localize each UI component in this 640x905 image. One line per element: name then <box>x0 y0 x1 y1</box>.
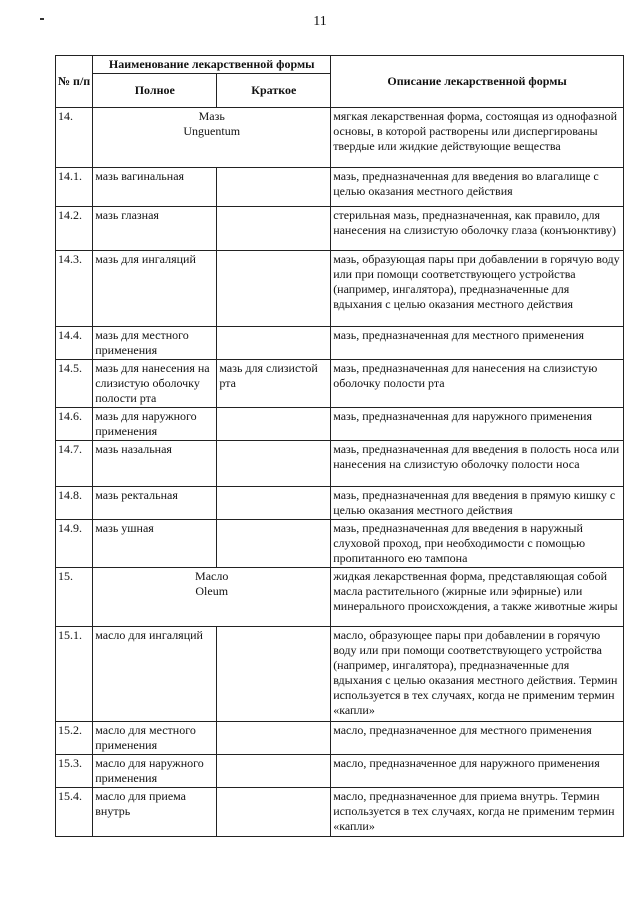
dosage-forms-table <box>55 55 624 837</box>
description: мазь, предназначенная для введения в прямую кишку с целью оказания местного действия <box>331 487 624 520</box>
description: мазь, предназначенная для местного применения <box>331 327 624 360</box>
row-number: 15.3. <box>56 755 93 788</box>
table-row <box>56 568 624 627</box>
group-name-ru: Мазь <box>198 109 225 123</box>
row-number: 14.8. <box>56 487 93 520</box>
row-number: 14.5. <box>56 360 93 408</box>
short-name <box>217 788 331 837</box>
short-name <box>217 487 331 520</box>
table-row <box>56 360 624 408</box>
table-row <box>56 108 624 168</box>
row-number: 14.6. <box>56 408 93 441</box>
description: жидкая лекарственная форма, представляющая собой масла растительного (жирные или эфирные) или минерального происхождения, а также животные жиры <box>331 568 624 627</box>
row-number: 14.1. <box>56 168 93 207</box>
row-number: 15. <box>56 568 93 627</box>
group-name-lat: Oleum <box>195 584 229 598</box>
table-row <box>56 441 624 487</box>
description: мягкая лекарственная форма, состоящая из однофазной основы, в которой растворены или диспергированы твердые или жидкие действующие вещества <box>331 108 624 168</box>
full-name: мазь для ингаляций <box>93 251 217 327</box>
table-row <box>56 408 624 441</box>
full-name: мазь глазная <box>93 207 217 251</box>
description: масло, предназначенное для наружного применения <box>331 755 624 788</box>
full-name: мазь ушная <box>93 520 217 568</box>
description: мазь, предназначенная для введения во влагалище с целью оказания местного действия <box>331 168 624 207</box>
short-name <box>217 251 331 327</box>
description: мазь, образующая пары при добавлении в горячую воду или при помощи соответствующего устройства (например, ингалятора), предназначенные для вдыхания с целью оказания местного действия <box>331 251 624 327</box>
short-name <box>217 327 331 360</box>
row-number: 15.4. <box>56 788 93 837</box>
row-number: 14.7. <box>56 441 93 487</box>
row-number: 15.2. <box>56 722 93 755</box>
description: мазь, предназначенная для наружного применения <box>331 408 624 441</box>
short-name <box>217 207 331 251</box>
table-row <box>56 327 624 360</box>
full-name: мазь вагинальная <box>93 168 217 207</box>
table-row <box>56 627 624 722</box>
header-short: Краткое <box>217 74 331 108</box>
short-name <box>217 755 331 788</box>
description: масло, предназначенное для местного применения <box>331 722 624 755</box>
short-name: мазь для слизистой рта <box>217 360 331 408</box>
full-name: масло для местного применения <box>93 722 217 755</box>
full-name: масло для ингаляций <box>93 627 217 722</box>
table-row <box>56 755 624 788</box>
table-row <box>56 722 624 755</box>
description: масло, образующее пары при добавлении в горячую воду или при помощи соответствующего устройства (например, ингалятора), предназначенные для вдыхания с целью оказания местного действия. Термин используется в тех случаях, когда не применим термин «капли» <box>331 627 624 722</box>
description: мазь, предназначенная для нанесения на слизистую оболочку полости рта <box>331 360 624 408</box>
full-name: мазь назальная <box>93 441 217 487</box>
table-row <box>56 168 624 207</box>
table-row <box>56 520 624 568</box>
full-name: мазь для местного применения <box>93 327 217 360</box>
description: стерильная мазь, предназначенная, как правило, для нанесения на слизистую оболочку глаза (конъюнктиву) <box>331 207 624 251</box>
short-name <box>217 722 331 755</box>
header-full: Полное <box>93 74 217 108</box>
header-num: № п/п <box>56 56 93 108</box>
row-number: 14.2. <box>56 207 93 251</box>
row-number: 14. <box>56 108 93 168</box>
table-row <box>56 487 624 520</box>
full-name: масло для наружного применения <box>93 755 217 788</box>
table-body <box>56 108 624 837</box>
full-name: масло для приема внутрь <box>93 788 217 837</box>
table-row <box>56 788 624 837</box>
table-row <box>56 251 624 327</box>
group-name <box>93 108 331 168</box>
short-name <box>217 441 331 487</box>
table-row <box>56 207 624 251</box>
group-name <box>93 568 331 627</box>
short-name <box>217 168 331 207</box>
group-name-ru: Масло <box>195 569 229 583</box>
page-number: 11 <box>313 14 327 29</box>
row-number: 14.3. <box>56 251 93 327</box>
full-name: мазь для нанесения на слизистую оболочку полости рта <box>93 360 217 408</box>
full-name: мазь для наружного применения <box>93 408 217 441</box>
row-number: 15.1. <box>56 627 93 722</box>
header-form-name: Наименование лекарственной формы <box>93 56 331 74</box>
description: масло, предназначенное для приема внутрь. Термин используется в тех случаях, когда не применим термин «капли» <box>331 788 624 837</box>
short-name <box>217 520 331 568</box>
description: мазь, предназначенная для введения в полость носа или нанесения на слизистую оболочку полости носа <box>331 441 624 487</box>
description: мазь, предназначенная для введения в наружный слуховой проход, при необходимости с помощью пропитанного ею тампона <box>331 520 624 568</box>
full-name: мазь ректальная <box>93 487 217 520</box>
short-name <box>217 627 331 722</box>
row-number: 14.4. <box>56 327 93 360</box>
header-description: Описание лекарственной формы <box>331 56 624 108</box>
group-name-lat: Unguentum <box>183 124 241 138</box>
row-number: 14.9. <box>56 520 93 568</box>
short-name <box>217 408 331 441</box>
